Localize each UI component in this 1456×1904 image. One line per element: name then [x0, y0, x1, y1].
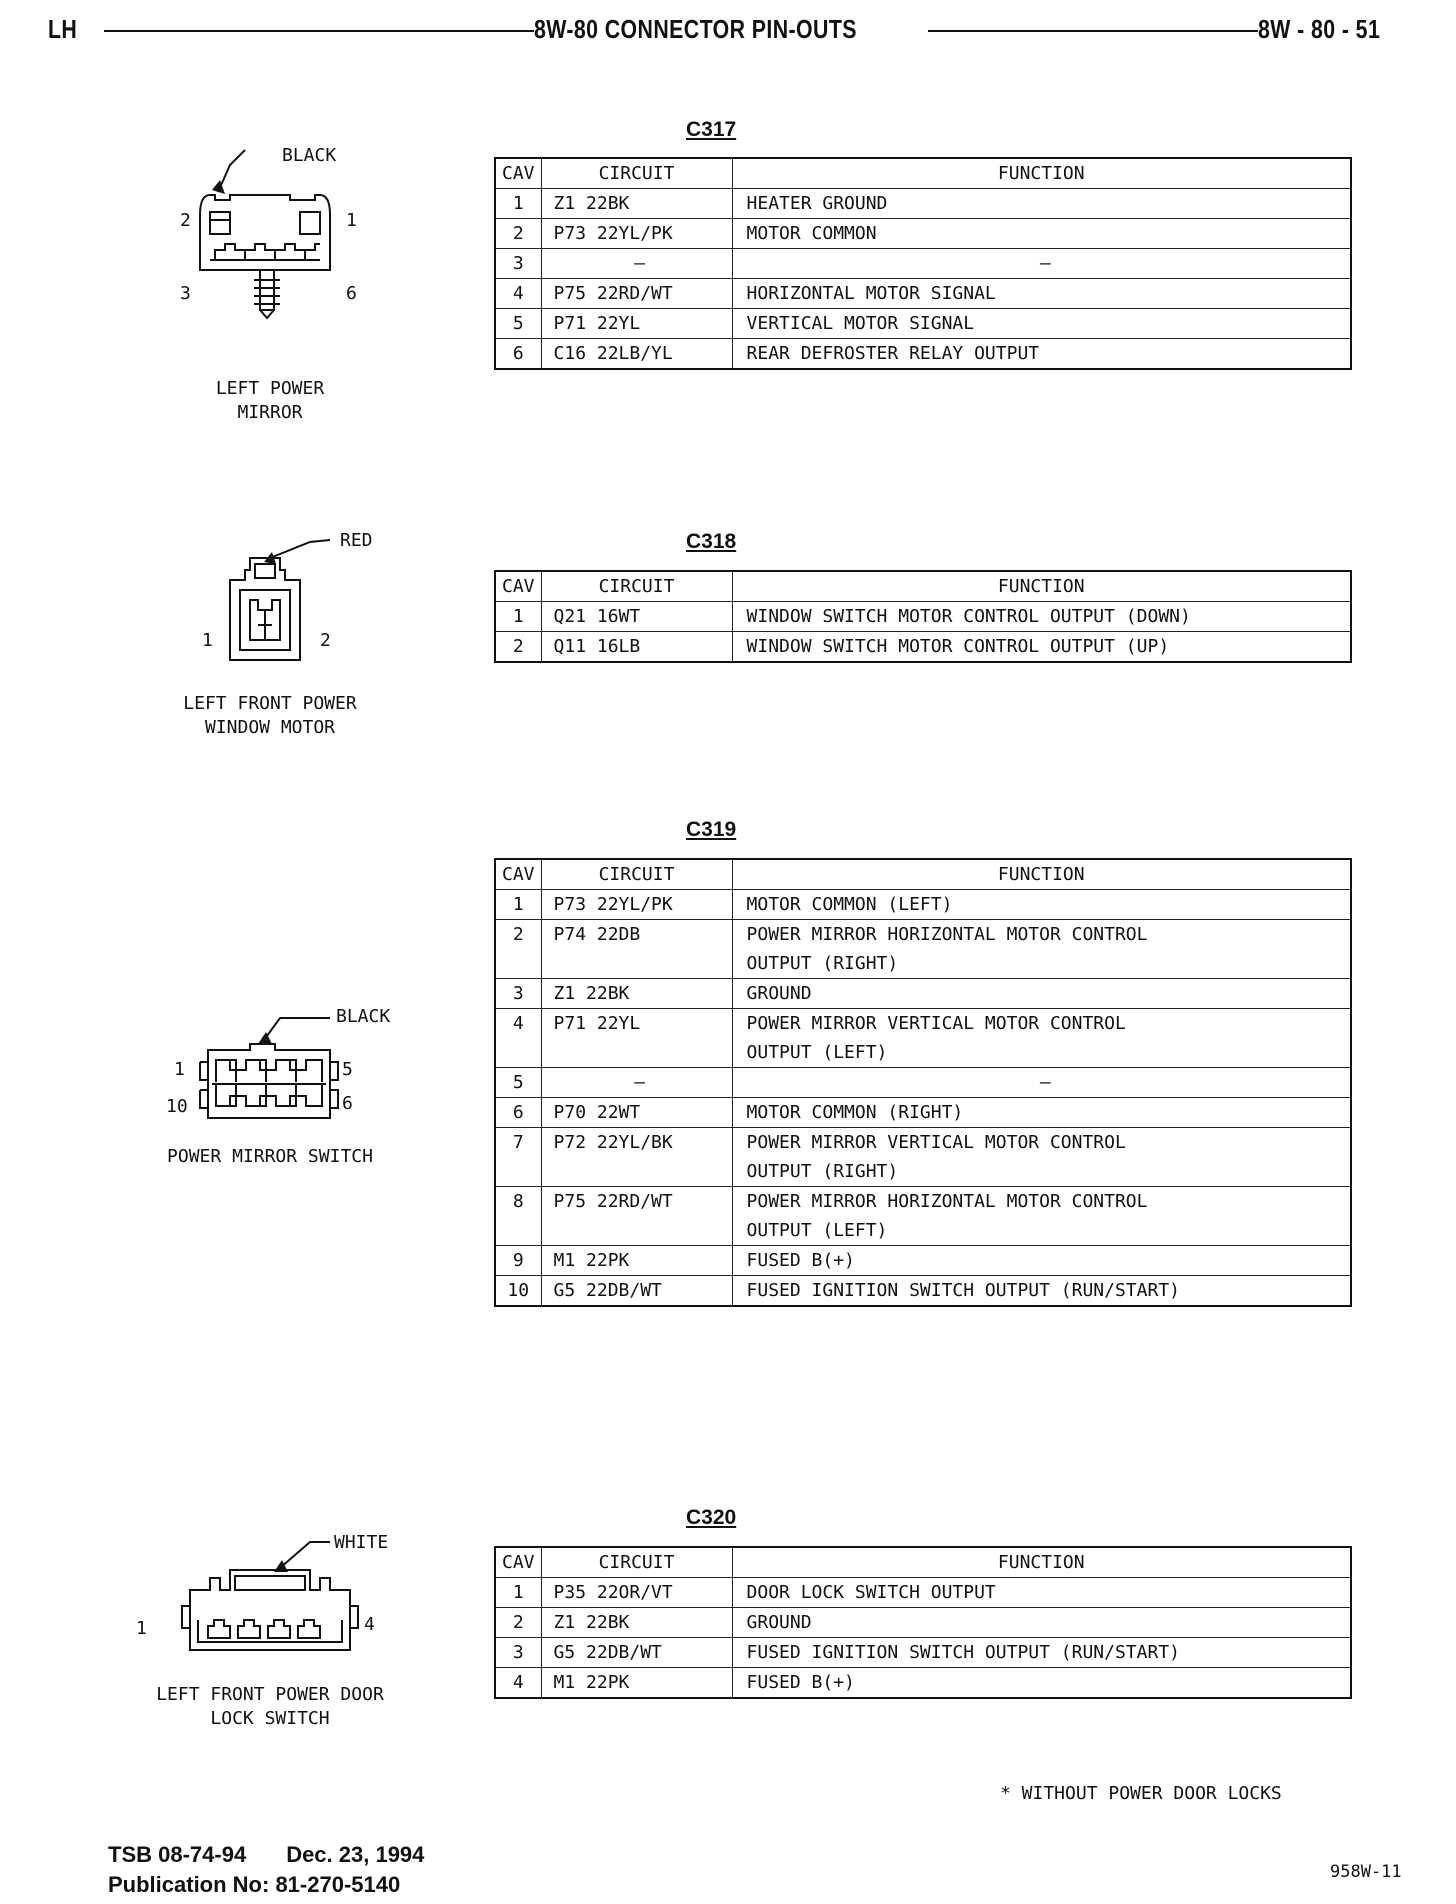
pin-label: 6 — [342, 1093, 353, 1114]
pinout-table-c320 — [494, 1546, 1352, 1699]
connector-name-line: LEFT FRONT POWER — [183, 693, 357, 714]
function: MOTOR COMMON (RIGHT) — [732, 1098, 1351, 1128]
pin-label: 3 — [180, 283, 191, 304]
circuit: P71 22YL — [541, 309, 732, 339]
function-line: POWER MIRROR VERTICAL MOTOR CONTROL — [746, 1013, 1126, 1034]
function: FUSED IGNITION SWITCH OUTPUT (RUN/START) — [732, 1638, 1351, 1668]
connector-name-line: LEFT POWER — [215, 378, 325, 399]
function — [732, 920, 1351, 979]
function: DOOR LOCK SWITCH OUTPUT — [732, 1578, 1351, 1608]
function-line: POWER MIRROR HORIZONTAL MOTOR CONTROL — [746, 1191, 1148, 1212]
table-row — [495, 1668, 1351, 1699]
cav: 1 — [495, 602, 541, 632]
table-row — [495, 1608, 1351, 1638]
table-row — [495, 920, 1351, 979]
wire-color-label: BLACK — [282, 145, 337, 166]
col-function: FUNCTION — [732, 571, 1351, 602]
col-function: FUNCTION — [732, 158, 1351, 189]
cav: 2 — [495, 1608, 541, 1638]
circuit: P73 22YL/PK — [541, 890, 732, 920]
pin-label: 10 — [166, 1096, 188, 1117]
wire-color-label: BLACK — [336, 1006, 391, 1027]
pin-label: 2 — [320, 630, 331, 651]
tsb-info — [108, 1840, 424, 1900]
connector-title: C320 — [686, 1506, 737, 1529]
function-line: OUTPUT (RIGHT) — [746, 1161, 899, 1182]
connector-name-line: MIRROR — [237, 402, 303, 423]
table-row — [495, 249, 1351, 279]
circuit: P35 22OR/VT — [541, 1578, 732, 1608]
cav: 3 — [495, 979, 541, 1009]
col-cav: CAV — [495, 571, 541, 602]
function-line: OUTPUT (LEFT) — [746, 1042, 888, 1063]
circuit: – — [541, 249, 732, 279]
pin-label: 5 — [342, 1059, 353, 1080]
connector-title: C318 — [686, 530, 737, 553]
col-cav: CAV — [495, 1547, 541, 1578]
cav: 1 — [495, 189, 541, 219]
connector-name — [150, 692, 390, 740]
cav: 4 — [495, 1668, 541, 1699]
table-row — [495, 1098, 1351, 1128]
circuit: M1 22PK — [541, 1668, 732, 1699]
pinout-table-c318 — [494, 570, 1352, 663]
tsb-date: Dec. 23, 1994 — [286, 1842, 425, 1867]
table-header-row — [495, 571, 1351, 602]
function: – — [732, 1068, 1351, 1098]
circuit: P72 22YL/BK — [541, 1128, 732, 1187]
cav: 3 — [495, 249, 541, 279]
header-left: LH — [48, 14, 78, 44]
pin-label: 2 — [180, 210, 191, 231]
pin-label: 4 — [364, 1614, 375, 1635]
header-page-number: 8W - 80 - 51 — [1258, 14, 1381, 44]
function: – — [732, 249, 1351, 279]
table-row — [495, 189, 1351, 219]
footnote: * WITHOUT POWER DOOR LOCKS — [1000, 1783, 1282, 1804]
wire-color-label: RED — [340, 530, 373, 551]
circuit: Z1 22BK — [541, 979, 732, 1009]
function-line: POWER MIRROR VERTICAL MOTOR CONTROL — [746, 1132, 1126, 1153]
connector-title: C319 — [686, 818, 737, 841]
connector-title: C317 — [686, 118, 737, 141]
pinout-table-c317 — [494, 157, 1352, 370]
col-circuit: CIRCUIT — [541, 158, 732, 189]
connector-name — [120, 1145, 420, 1169]
function: FUSED B(+) — [732, 1246, 1351, 1276]
wire-color-label: WHITE — [334, 1532, 389, 1553]
table-row — [495, 219, 1351, 249]
connector-diagram-c318 — [200, 530, 360, 680]
col-function: FUNCTION — [732, 1547, 1351, 1578]
connector-name-line: WINDOW MOTOR — [204, 717, 336, 738]
cav: 6 — [495, 1098, 541, 1128]
cav: 5 — [495, 1068, 541, 1098]
header-rule-right — [928, 30, 1312, 32]
function-line: POWER MIRROR HORIZONTAL MOTOR CONTROL — [746, 924, 1148, 945]
circuit: G5 22DB/WT — [541, 1276, 732, 1307]
publication-number: Publication No: 81-270-5140 — [108, 1872, 401, 1897]
circuit: M1 22PK — [541, 1246, 732, 1276]
circuit: P73 22YL/PK — [541, 219, 732, 249]
function — [732, 1128, 1351, 1187]
table-row — [495, 1246, 1351, 1276]
connector-name-line: POWER MIRROR SWITCH — [167, 1146, 373, 1167]
pinout-table-c319 — [494, 858, 1352, 1307]
circuit: P71 22YL — [541, 1009, 732, 1068]
table-row — [495, 279, 1351, 309]
function: GROUND — [732, 1608, 1351, 1638]
cav: 2 — [495, 920, 541, 979]
circuit: P70 22WT — [541, 1098, 732, 1128]
header-title: 8W-80 CONNECTOR PIN-OUTS — [534, 14, 857, 44]
cav: 8 — [495, 1187, 541, 1246]
cav: 10 — [495, 1276, 541, 1307]
function: GROUND — [732, 979, 1351, 1009]
document-id: 958W-11 — [1330, 1862, 1402, 1882]
pin-label: 1 — [346, 210, 357, 231]
tsb-line — [108, 1840, 424, 1870]
function — [732, 1009, 1351, 1068]
col-circuit: CIRCUIT — [541, 859, 732, 890]
function: VERTICAL MOTOR SIGNAL — [732, 309, 1351, 339]
col-cav: CAV — [495, 158, 541, 189]
table-row — [495, 890, 1351, 920]
table-header-row — [495, 1547, 1351, 1578]
circuit: P75 22RD/WT — [541, 1187, 732, 1246]
function: HORIZONTAL MOTOR SIGNAL — [732, 279, 1351, 309]
circuit: Z1 22BK — [541, 1608, 732, 1638]
cav: 1 — [495, 1578, 541, 1608]
circuit: C16 22LB/YL — [541, 339, 732, 370]
col-circuit: CIRCUIT — [541, 571, 732, 602]
cav: 1 — [495, 890, 541, 920]
function: FUSED IGNITION SWITCH OUTPUT (RUN/START) — [732, 1276, 1351, 1307]
table-row — [495, 602, 1351, 632]
table-row — [495, 632, 1351, 663]
table-row — [495, 1187, 1351, 1246]
cav: 2 — [495, 632, 541, 663]
connector-diagram-c317 — [170, 140, 370, 360]
function: WINDOW SWITCH MOTOR CONTROL OUTPUT (UP) — [732, 632, 1351, 663]
circuit: Q21 16WT — [541, 602, 732, 632]
function: WINDOW SWITCH MOTOR CONTROL OUTPUT (DOWN) — [732, 602, 1351, 632]
table-row — [495, 979, 1351, 1009]
table-row — [495, 1276, 1351, 1307]
table-header-row — [495, 158, 1351, 189]
cav: 7 — [495, 1128, 541, 1187]
pin-label: 1 — [202, 630, 213, 651]
function: HEATER GROUND — [732, 189, 1351, 219]
cav: 6 — [495, 339, 541, 370]
circuit: G5 22DB/WT — [541, 1638, 732, 1668]
circuit: – — [541, 1068, 732, 1098]
pin-label: 1 — [136, 1618, 147, 1639]
connector-name — [170, 377, 370, 425]
connector-name-line: LEFT FRONT POWER DOOR — [156, 1684, 384, 1705]
cav: 4 — [495, 1009, 541, 1068]
connector-name-line: LOCK SWITCH — [210, 1708, 330, 1729]
table-row — [495, 309, 1351, 339]
cav: 3 — [495, 1638, 541, 1668]
function-line: OUTPUT (RIGHT) — [746, 953, 899, 974]
page-header — [48, 14, 1428, 48]
tsb-number: TSB 08-74-94 — [108, 1842, 247, 1867]
function — [732, 1187, 1351, 1246]
table-row — [495, 1009, 1351, 1068]
header-rule-left — [104, 30, 570, 32]
col-function: FUNCTION — [732, 859, 1351, 890]
cav: 2 — [495, 219, 541, 249]
circuit: Q11 16LB — [541, 632, 732, 663]
connector-name — [110, 1683, 430, 1731]
table-row — [495, 1578, 1351, 1608]
circuit: Z1 22BK — [541, 189, 732, 219]
function: MOTOR COMMON (LEFT) — [732, 890, 1351, 920]
circuit: P75 22RD/WT — [541, 279, 732, 309]
cav: 5 — [495, 309, 541, 339]
cav: 9 — [495, 1246, 541, 1276]
pin-label: 1 — [174, 1059, 185, 1080]
col-circuit: CIRCUIT — [541, 1547, 732, 1578]
pin-label: 6 — [346, 283, 357, 304]
function: REAR DEFROSTER RELAY OUTPUT — [732, 339, 1351, 370]
function: MOTOR COMMON — [732, 219, 1351, 249]
col-cav: CAV — [495, 859, 541, 890]
table-row — [495, 339, 1351, 370]
cav: 4 — [495, 279, 541, 309]
table-row — [495, 1638, 1351, 1668]
table-row — [495, 1068, 1351, 1098]
circuit: P74 22DB — [541, 920, 732, 979]
function: FUSED B(+) — [732, 1668, 1351, 1699]
table-row — [495, 1128, 1351, 1187]
function-line: OUTPUT (LEFT) — [746, 1220, 888, 1241]
table-header-row — [495, 859, 1351, 890]
